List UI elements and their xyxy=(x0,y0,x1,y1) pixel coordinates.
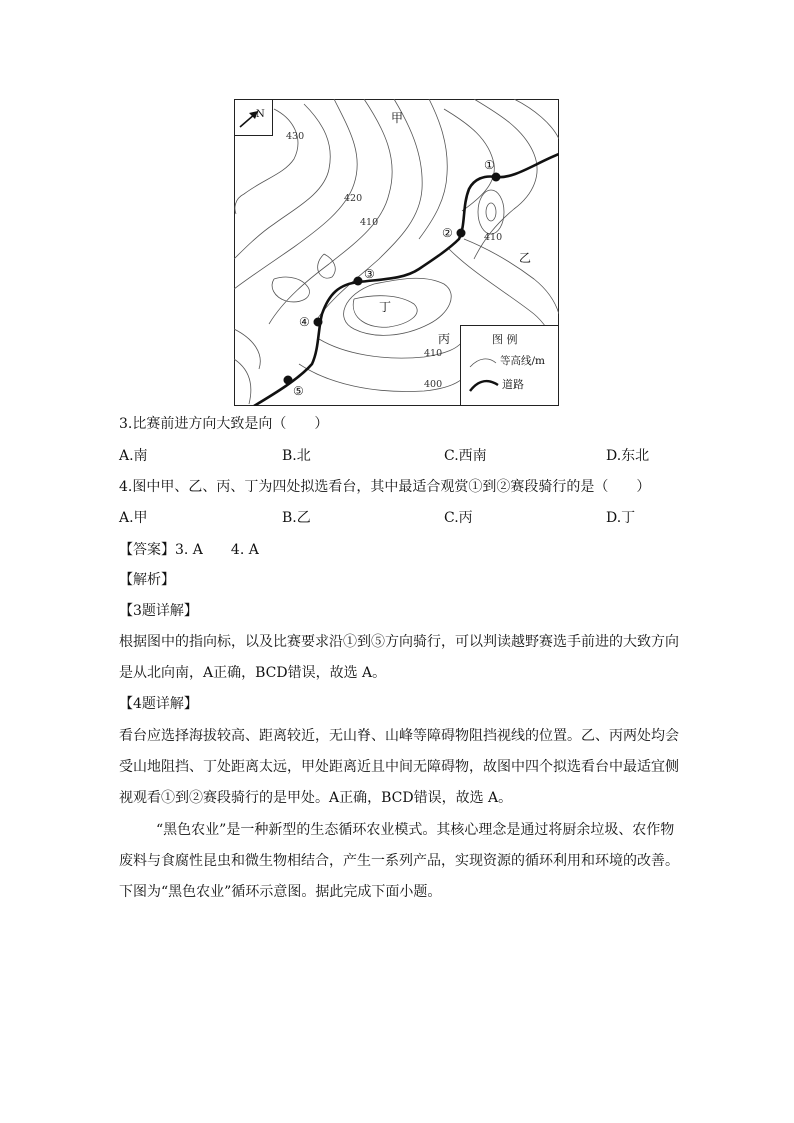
q4-option-b: B.乙 xyxy=(282,510,311,526)
analysis-heading: 【解析】 xyxy=(119,572,175,588)
point-1-marker xyxy=(492,173,501,182)
contour-label-400-b: 400 xyxy=(424,379,443,390)
point-5-label: ⑤ xyxy=(293,384,304,398)
q3-option-a: A.南 xyxy=(119,448,148,464)
q3-detail-heading: 【3题详解】 xyxy=(119,603,198,619)
north-label: N xyxy=(256,109,265,120)
legend-contour-label: 等高线/m xyxy=(500,355,545,367)
contour-label-430: 430 xyxy=(286,131,305,142)
place-jia: 甲 xyxy=(391,111,404,125)
q3-option-b: B.北 xyxy=(282,448,311,464)
q4-detail-line-3: 视观看①到②赛段骑行的是甲处。A正确，BCD错误，故选 A。 xyxy=(119,790,513,806)
q3-option-c: C.西南 xyxy=(444,448,487,464)
question-3-stem: 3.比赛前进方向大致是向（ ） xyxy=(119,416,329,432)
q4-detail-heading: 【4题详解】 xyxy=(119,696,198,712)
map-legend xyxy=(461,326,559,406)
contour-label-410-c: 410 xyxy=(424,348,443,359)
question-4-stem: 4.图中甲、乙、丙、丁为四处拟选看台，其中最适合观赏①到②赛段骑行的是（ ） xyxy=(119,479,651,495)
q3-detail-line-2: 是从北向南，A正确，BCD错误，故选 A。 xyxy=(119,665,387,681)
place-ding: 丁 xyxy=(379,300,392,314)
point-2-label: ② xyxy=(442,226,453,240)
intro-line-3: 下图为“黑色农业”循环示意图。据此完成下面小题。 xyxy=(119,884,442,900)
legend-road-label: 道路 xyxy=(502,378,524,391)
answer-line: 【答案】3. A 4. A xyxy=(119,542,259,558)
point-4-label: ④ xyxy=(299,315,310,329)
point-2-marker xyxy=(457,229,466,238)
contour-label-420: 420 xyxy=(344,193,363,204)
intro-line-2: 废料与食腐性昆虫和微生物相结合，产生一系列产品，实现资源的循环利用和环境的改善。 xyxy=(119,853,679,869)
intro-line-1: “黑色农业”是一种新型的生态循环农业模式。其核心理念是通过将厨余垃圾、农作物 xyxy=(156,822,675,838)
place-yi: 乙 xyxy=(519,251,532,265)
contour-map-svg xyxy=(234,99,559,406)
q3-option-d: D.东北 xyxy=(606,448,650,464)
point-5-marker xyxy=(284,376,293,385)
point-3-marker xyxy=(354,277,363,286)
contour-map xyxy=(234,99,559,406)
q4-option-d: D.丁 xyxy=(606,510,636,526)
point-4-marker xyxy=(314,318,323,327)
q4-detail-line-1: 看台应选择海拔较高、距离较近，无山脊、山峰等障碍物阻挡视线的位置。乙、丙两处均会 xyxy=(119,728,679,744)
point-1-label: ① xyxy=(484,158,495,172)
legend-title: 图 例 xyxy=(492,333,518,346)
point-3-label: ③ xyxy=(364,267,375,281)
q3-detail-line-1: 根据图中的指向标，以及比赛要求沿①到⑤方向骑行，可以判读越野赛选手前进的大致方向 xyxy=(119,634,679,650)
north-arrow-icon xyxy=(235,100,273,136)
place-bing: 丙 xyxy=(438,332,451,346)
contour-label-410-a: 410 xyxy=(360,217,379,228)
q4-option-c: C.丙 xyxy=(444,510,473,526)
contour-label-410-b: 410 xyxy=(484,232,503,243)
q4-detail-line-2: 受山地阻挡、丁处距离太远，甲处距离近且中间无障碍物，故图中四个拟选看台中最适宜侧 xyxy=(119,759,679,775)
q4-option-a: A.甲 xyxy=(119,510,148,526)
